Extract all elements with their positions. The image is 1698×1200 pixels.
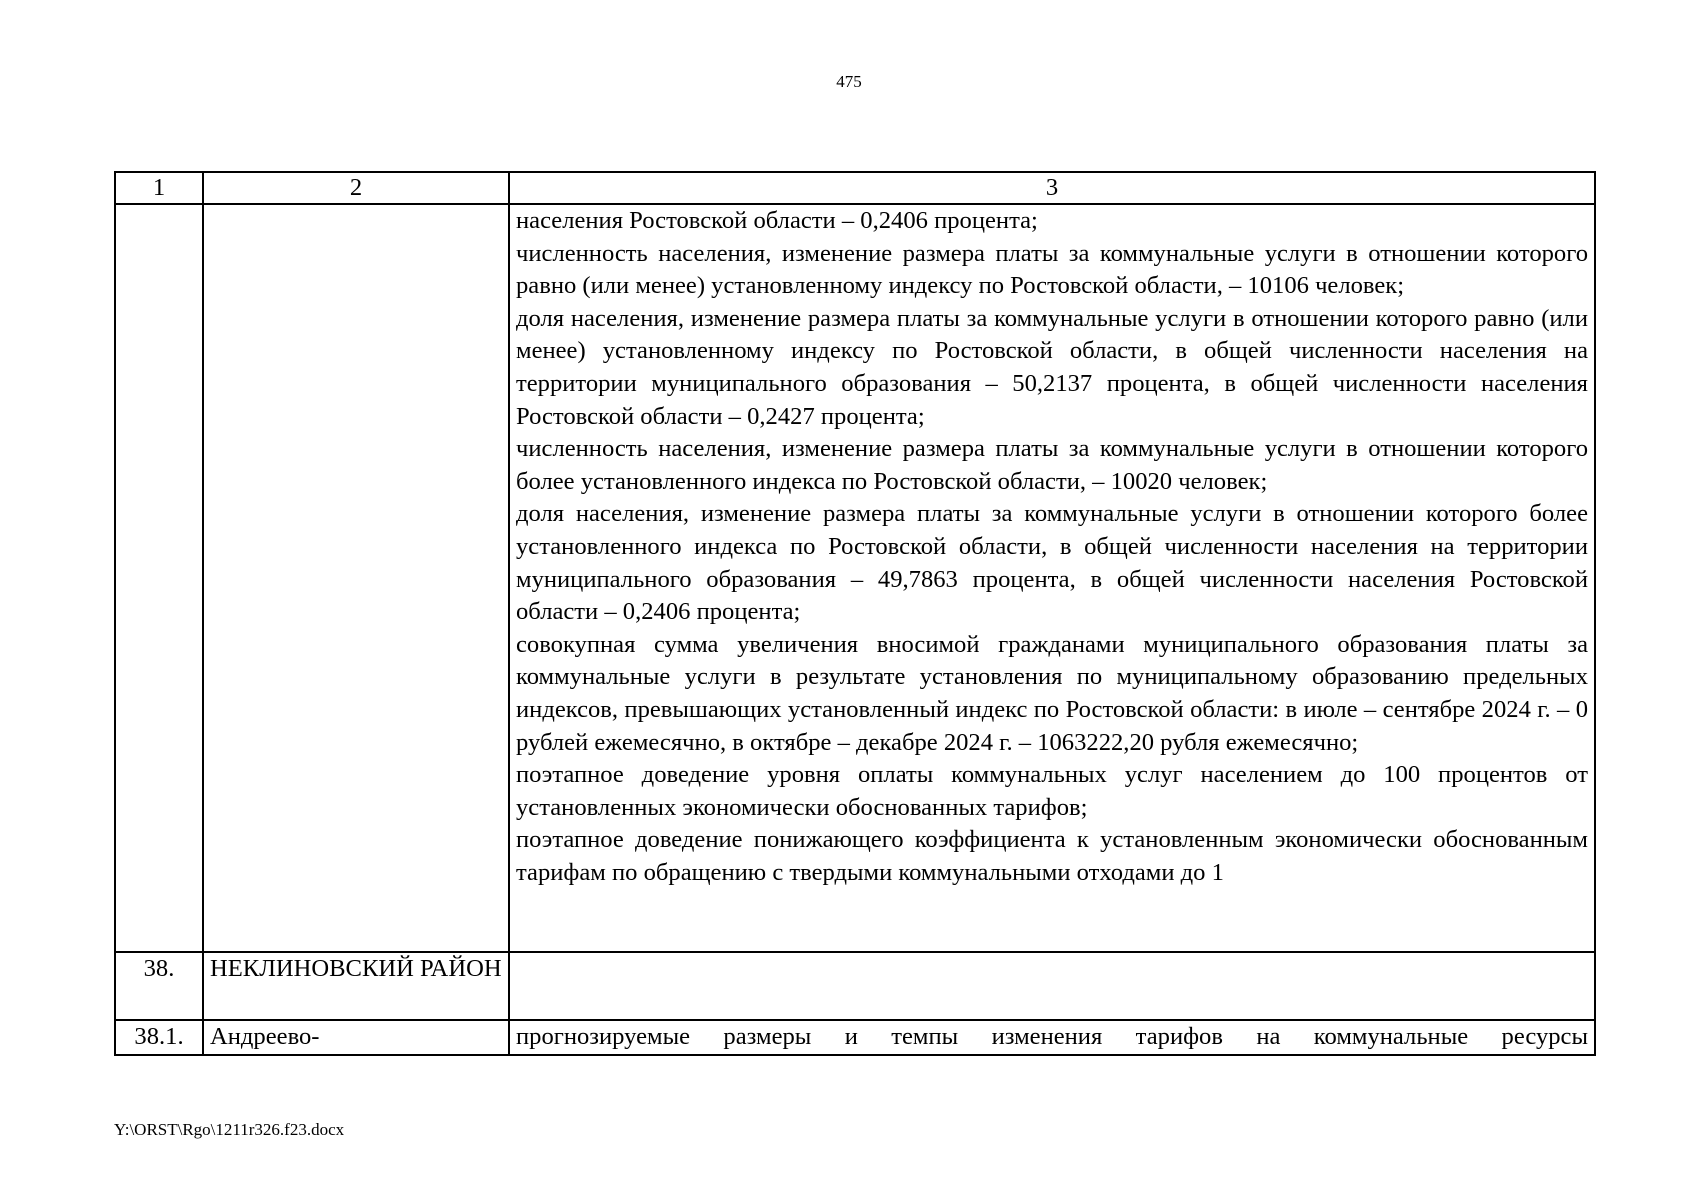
paragraph: прогнозируемые размеры и темпы изменения тарифов на коммунальные ресурсы xyxy=(516,1023,1588,1050)
column-header-2: 2 xyxy=(203,172,509,204)
row-number-cell xyxy=(115,204,203,952)
column-header-1: 1 xyxy=(115,172,203,204)
table-row-continuation xyxy=(115,204,1595,952)
district-name-cell: НЕКЛИНОВСКИЙ РАЙОН xyxy=(203,952,509,1020)
row-number-cell: 38. xyxy=(115,952,203,1020)
row-text-cell xyxy=(509,1020,1595,1055)
table-row-settlement xyxy=(115,1020,1595,1055)
paragraph: численность населения, изменение размера платы за коммунальные услуги в отношении которого равно (или менее) установленному индексу по Ростовской области, – 10106 человек; xyxy=(516,239,1588,300)
page-number: 475 xyxy=(836,72,862,91)
paragraph: численность населения, изменение размера платы за коммунальные услуги в отношении которого более установленного индекса по Ростовской области, – 10020 человек; xyxy=(516,435,1588,495)
paragraph: населения Ростовской области – 0,2406 процента; xyxy=(516,207,1038,234)
settlement-name-cell: Андреево- xyxy=(203,1020,509,1055)
document-table xyxy=(114,171,1596,1056)
row-text-cell xyxy=(509,952,1595,1020)
column-header-3: 3 xyxy=(509,172,1595,204)
table-header-row xyxy=(115,172,1595,204)
row-name-cell xyxy=(203,204,509,952)
footer-file-path: Y:\ORST\Rgo\1211r326.f23.docx xyxy=(114,1120,345,1139)
row-text-cell xyxy=(509,204,1595,952)
paragraph: доля населения, изменение размера платы за коммунальные услуги в отношении которого более установленного индекса по Ростовской области, в общей численности населения на территории муниципального образования – 49,7863 процента, в общей численности населения Ростовской области – 0,2406 процента; xyxy=(516,500,1588,626)
paragraph: поэтапное доведение понижающего коэффициента к установленным экономически обоснованным тарифам по обращению с твердыми коммунальными отходами до 1 xyxy=(516,826,1588,886)
paragraph: доля населения, изменение размера платы за коммунальные услуги в отношении которого равно (или менее) установленному индексу по Ростовской области, в общей численности населения на территории муниципального образования – 50,2137 процента, в общей численности населения Ростовской области – 0,2427 процента; xyxy=(516,304,1588,430)
paragraph: поэтапное доведение уровня оплаты коммунальных услуг населением до 100 процентов от установленных экономически обоснованных тарифов; xyxy=(516,761,1588,821)
paragraph: совокупная сумма увеличения вносимой гражданами муниципального образования платы за коммунальные услуги в результате установления по муниципальному образованию предельных индексов, превышающих установленный индекс по Ростовской области: в июле – сентябре 2024 г. – 0 рублей ежемесячно, в октябре – декабре 2024 г. – 1063222,20 рубля ежемесячно; xyxy=(516,630,1588,756)
table-row-district xyxy=(115,952,1595,1020)
row-number-cell: 38.1. xyxy=(115,1020,203,1055)
